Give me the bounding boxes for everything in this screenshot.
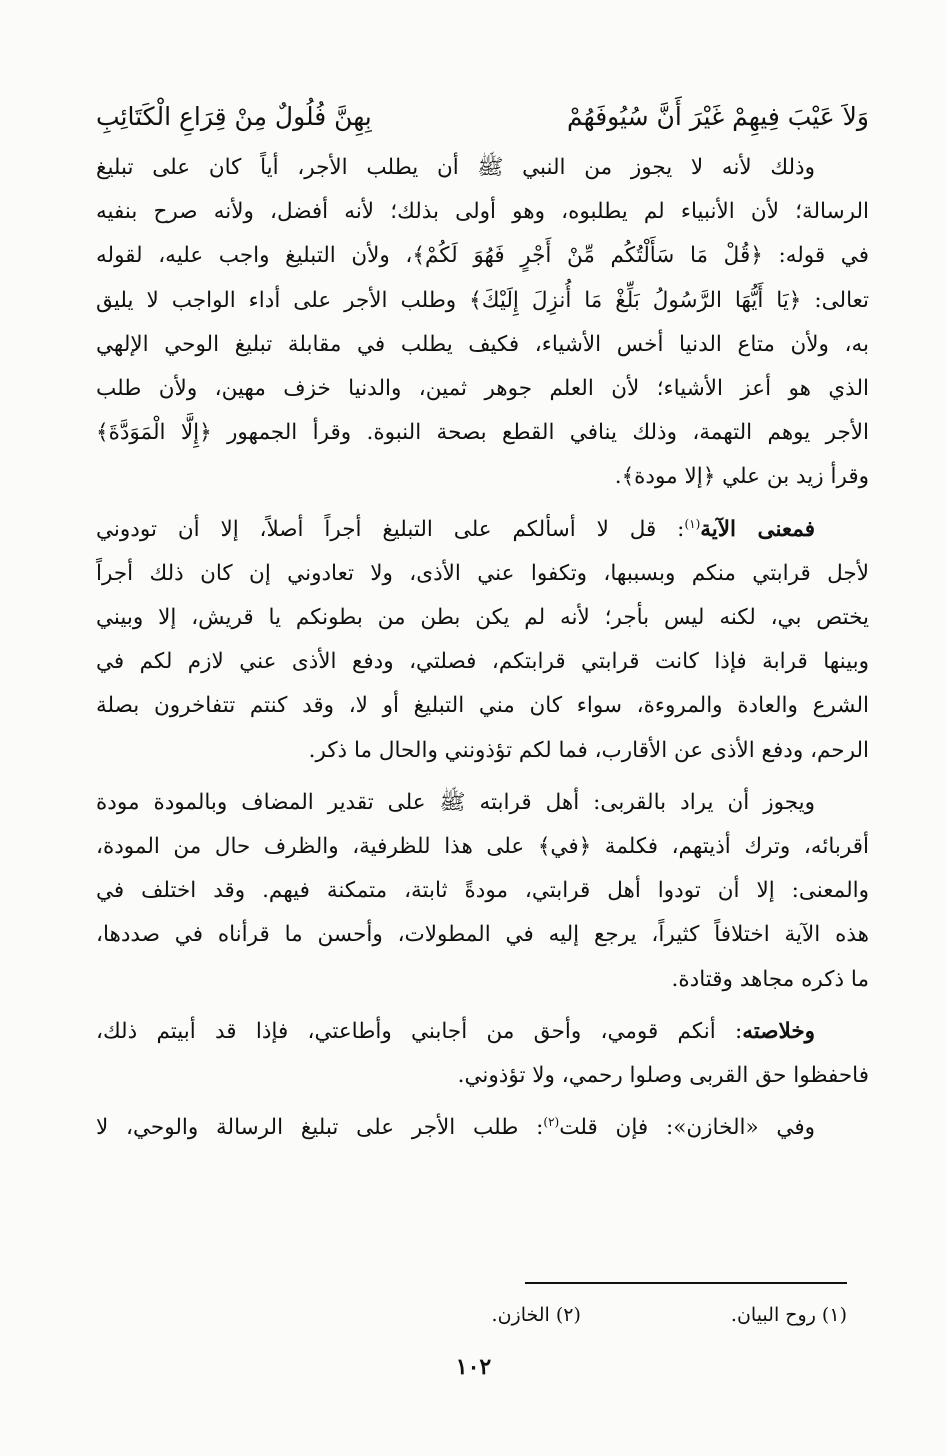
text-line: الرحم، ودفع الأذى عن الأقارب، فما لكم تؤذونني والحال ما ذكر. <box>308 737 869 763</box>
paragraph-5 <box>96 1106 869 1150</box>
text-line <box>96 1106 869 1150</box>
page-number: ١٠٢ <box>455 1354 492 1380</box>
text-line: به، ولأن متاع الدنيا أخس الأشياء، فكيف يطلب في مقابلة تبليغ الوحي الإلهي <box>96 331 869 357</box>
paragraph-1 <box>96 146 869 500</box>
text-line: وقرأ زيد بن علي ﴿إلا مودة﴾. <box>614 464 869 490</box>
paragraph-3 <box>96 781 869 1002</box>
paragraph-lead: فمعنى الآية <box>700 516 816 542</box>
verse-hemistich-left: بِهِنَّ فُلُولٌ مِنْ قِرَاعِ الْكَتَائِبِ <box>96 102 372 131</box>
text-line: وبينها قرابة فإذا كانت قرابتي قرابتكم، فصلتي، ودفع الأذى عني لازم لكم في <box>96 649 869 675</box>
text-line: الأجر يوهم التهمة، وذلك ينافي القطع بصحة النبوة. وقرأ الجمهور ﴿إِلَّا الْمَوَدَّةَ﴾ <box>96 420 869 446</box>
book-page <box>0 92 947 1456</box>
text-line: هذه الآية اختلافاً كثيراً، يرجع إليه في المطولات، وأحسن ما قرأناه في صددها، <box>96 922 869 948</box>
paragraph-2 <box>96 508 869 773</box>
text-line: فاحفظوا حق القربى وصلوا رحمي، ولا تؤذوني. <box>457 1063 869 1089</box>
text-line: الشرع والعادة والمروءة، سواء كان مني التبليغ أو لا، وقد كنتم تتفاخرون بصلة <box>96 693 869 719</box>
paragraph-4 <box>96 1010 869 1098</box>
footnote-ref: (٢) <box>543 1115 560 1130</box>
footnote-separator <box>525 1282 847 1284</box>
text-line: الرسالة؛ لأن الأنبياء لم يطلبوه، وهو أولى بذلك؛ لأنه أفضل، ولأنه صرح بنفيه <box>96 199 869 225</box>
footnote-ref: (١) <box>684 516 701 531</box>
text-span: : قل لا أسألكم على التبليغ أجراً أصلاً، إلا أن تودوني <box>96 516 685 542</box>
text-line: الذي هو أعز الأشياء؛ لأن العلم جوهر ثمين، والدنيا خزف مهين، ولأن طلب <box>96 376 869 402</box>
text-span: : طلب الأجر على تبليغ الرسالة والوحي، لا <box>96 1115 544 1141</box>
verse-hemistich-right: وَلاَ عَيْبَ فِيهِمْ غَيْرَ أَنَّ سُيُوفَهُمْ <box>567 102 869 131</box>
text-line: لأجل قرابتي منكم وبسببها، وتكفوا عني الأذى، ولا تعادوني إن كان ذلك أجراً <box>96 560 869 586</box>
footnote-1: (١) روح البيان. <box>730 1304 847 1326</box>
paragraph-lead: وخلاصته <box>742 1018 815 1044</box>
poetry-verse <box>96 92 869 142</box>
text-line <box>96 1010 869 1054</box>
text-line: أقربائه، وترك أذيتهم، فكلمة ﴿في﴾ على هذا للظرفية، والظرف حال من المودة، <box>96 834 869 860</box>
text-line: يختص بي، لكنه ليس بأجر؛ لأنه لم يكن بطن من بطونكم يا قريش، إلا وبيني <box>96 605 869 631</box>
text-line: والمعنى: إلا أن تودوا أهل قرابتي، مودةً ثابتة، متمكنة فيهم. وقد اختلف في <box>96 878 869 904</box>
text-line: في قوله: ﴿قُلْ مَا سَأَلْتُكُم مِّنْ أَجْرٍ فَهُوَ لَكُمْ﴾، ولأن التبليغ واجب عليه، لقوله <box>96 243 869 269</box>
footnotes <box>492 1300 847 1330</box>
footnote-2: (٢) الخازن. <box>491 1304 581 1326</box>
text-line: تعالى: ﴿يَا أَيُّهَا الرَّسُولُ بَلِّغْ مَا أُنزِلَ إِلَيْكَ﴾ وطلب الأجر على أداء الواجب لا يليق <box>96 287 869 313</box>
text-line: ما ذكره مجاهد وقتادة. <box>671 966 869 992</box>
text-span: : أنكم قومي، وأحق من أجابني وأطاعتي، فإذا قد أبيتم ذلك، <box>96 1018 743 1044</box>
text-line <box>96 508 869 552</box>
text-line: ويجوز أن يراد بالقربى: أهل قرابته ﷺ على تقدير المضاف وبالمودة مودة <box>96 789 815 815</box>
text-line: وذلك لأنه لا يجوز من النبي ﷺ أن يطلب الأجر، أياً كان على تبليغ <box>96 155 815 180</box>
text-span: وفي «الخازن»: فإن قلت <box>559 1115 816 1141</box>
